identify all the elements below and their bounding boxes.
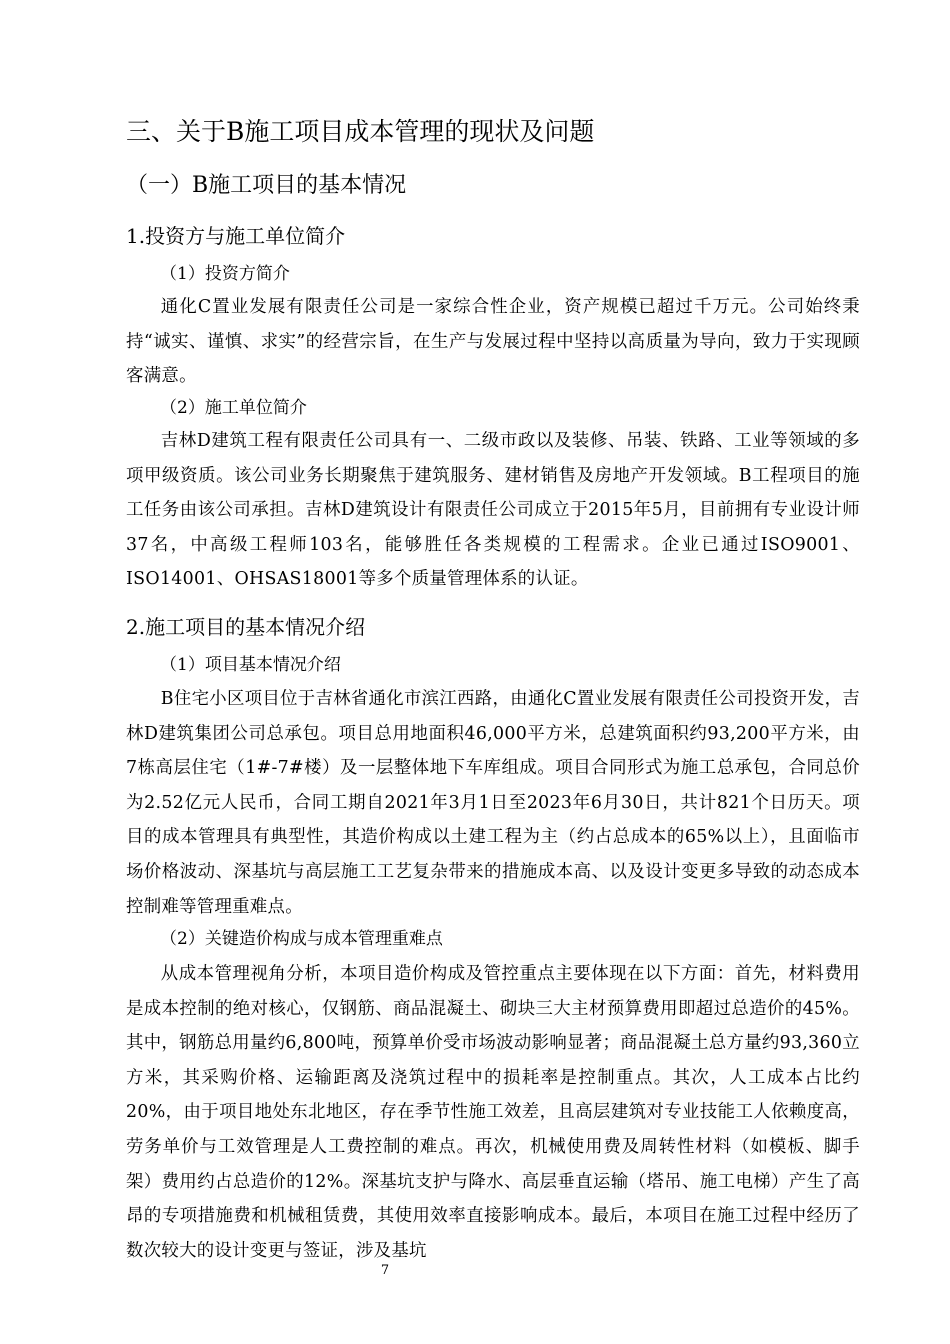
paragraph-investor: 通化C置业发展有限责任公司是一家综合性企业，资产规模已超过千万元。公司始终秉持“诚实、谨慎、求实”的经营宗旨，在生产与发展过程中坚持以高质量为导向，致力于实现顾客满意。 <box>126 297 860 387</box>
item-heading-investor: （1）投资方简介 <box>160 264 290 284</box>
paragraph-contractor: 吉林D建筑工程有限责任公司具有一、二级市政以及装修、吊装、铁路、工业等领域的多项甲级资质。该公司业务长期聚焦于建筑服务、建材销售及房地产开发领域。B工程项目的施工任务由该公司承担。吉林D建筑设计有限责任公司成立于2015年5月，目前拥有专业设计师37名，中高级工程师103名，能够胜任各类规模的工程需求。企业已通过ISO9001、ISO14001、OHSAS18001等多个质量管理体系的认证。 <box>126 431 860 590</box>
chapter-heading: 三、关于B施工项目成本管理的现状及问题 <box>126 117 595 146</box>
page-number: 7 <box>380 1263 390 1278</box>
section-heading: （一）B施工项目的基本情况 <box>126 173 407 198</box>
item-heading-project: （1）项目基本情况介绍 <box>160 655 341 675</box>
item-heading-contractor: （2）施工单位简介 <box>160 398 307 418</box>
subsection-heading-1: 1.投资方与施工单位简介 <box>126 224 346 248</box>
paragraph-project: B住宅小区项目位于吉林省通化市滨江西路，由通化C置业发展有限责任公司投资开发，吉林D建筑集团公司总承包。项目总用地面积46,000平方米，总建筑面积约93,200平方米，由7栋高层住宅（1#-7#楼）及一层整体地下车库组成。项目合同形式为施工总承包，合同总价为2.52亿元人民币，合同工期自2021年3月1日至2023年6月30日，共计821个日历天。项目的成本管理具有典型性，其造价构成以土建工程为主（约占总成本的65%以上），且面临市场价格波动、深基坑与高层施工工艺复杂带来的措施成本高、以及设计变更多导致的动态成本控制难等管理重难点。 <box>126 689 860 917</box>
subsection-heading-2: 2.施工项目的基本情况介绍 <box>126 615 366 639</box>
item-heading-cost: （2）关键造价构成与成本管理重难点 <box>160 929 443 949</box>
paragraph-cost: 从成本管理视角分析，本项目造价构成及管控重点主要体现在以下方面：首先，材料费用是成本控制的绝对核心，仅钢筋、商品混凝土、砌块三大主材预算费用即超过总造价的45%。其中，钢筋总用量约6,800吨，预算单价受市场波动影响显著；商品混凝土总方量约93,360立方米，其采购价格、运输距离及浇筑过程中的损耗率是控制重点。其次，人工成本占比约20%，由于项目地处东北地区，存在季节性施工效差，且高层建筑对专业技能工人依赖度高，劳务单价与工效管理是人工费控制的难点。再次，机械使用费及周转性材料（如模板、脚手架）费用约占总造价的12%。深基坑支护与降水、高层垂直运输（塔吊、施工电梯）产生了高昂的专项措施费和机械租赁费，其使用效率直接影响成本。最后，本项目在施工过程中经历了数次较大的设计变更与签证，涉及基坑 <box>126 964 860 1261</box>
